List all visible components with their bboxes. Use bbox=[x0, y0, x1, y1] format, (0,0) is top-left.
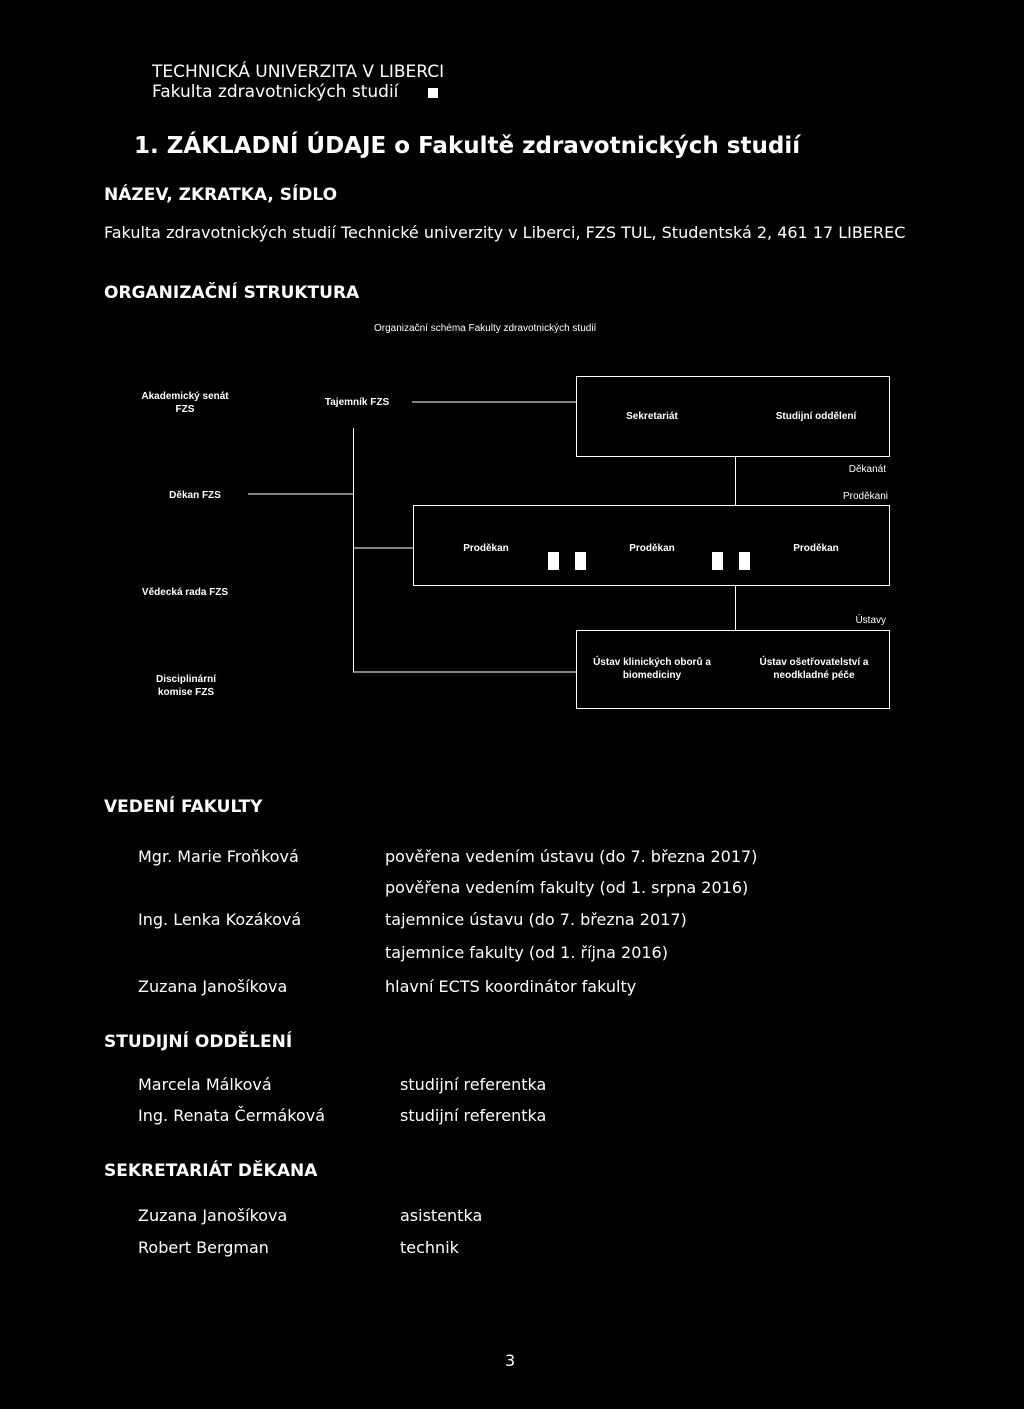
leader-role: pověřena vedením fakulty (od 1. srpna 2016) bbox=[385, 878, 749, 897]
name-text: Fakulta zdravotnických studií Technické univerzity v Liberci, FZS TUL, Studentská 2, 461 17 LIBEREC bbox=[104, 223, 906, 242]
staff-name: Robert Bergman bbox=[138, 1238, 269, 1257]
dean: Děkan FZS bbox=[169, 490, 221, 501]
staff-role: asistentka bbox=[400, 1206, 483, 1225]
faculty-secretary: Tajemník FZS bbox=[324, 397, 390, 408]
leader-role: tajemnice ústavu (do 7. března 2017) bbox=[385, 910, 687, 929]
disciplinary-committee: Disciplinární komise FZS bbox=[155, 674, 216, 698]
ustavy-label: Ústavy bbox=[855, 615, 886, 626]
institute-nursing: Ústav ošetřovatelství a neodkladné péče bbox=[759, 657, 869, 681]
university-name: TECHNICKÁ UNIVERZITA V LIBERCI bbox=[152, 62, 445, 82]
dekanat-box-study-office: Studijní oddělení bbox=[775, 411, 857, 422]
section-title: 1. ZÁKLADNÍ ÚDAJE o Fakultě zdravotnických studií bbox=[134, 133, 801, 159]
prodekani-label: Proděkani bbox=[842, 491, 888, 502]
leader-role: hlavní ECTS koordinátor fakulty bbox=[385, 977, 637, 996]
leadership-heading: VEDENÍ FAKULTY bbox=[104, 797, 263, 817]
staff-name: Marcela Málková bbox=[138, 1075, 272, 1094]
org-heading: ORGANIZAČNÍ STRUKTURA bbox=[104, 283, 360, 303]
leader-name: Zuzana Janošíkova bbox=[138, 977, 288, 996]
page-number: 3 bbox=[505, 1351, 516, 1370]
vice-dean-box-1: Proděkan bbox=[463, 543, 509, 554]
academic-senate: Akademický senát FZS bbox=[141, 391, 229, 415]
staff-role: studijní referentka bbox=[400, 1106, 547, 1125]
staff-name: Zuzana Janošíkova bbox=[138, 1206, 288, 1225]
dekanat-label: Děkanát bbox=[848, 464, 886, 475]
dekanat-box-secretariat: Sekretariát bbox=[626, 411, 678, 422]
faculty-name: Fakulta zdravotnických studií bbox=[152, 82, 399, 102]
leader-name: Ing. Lenka Kozáková bbox=[138, 910, 302, 929]
vice-dean-box-3: Proděkan bbox=[793, 543, 839, 554]
staff-role: studijní referentka bbox=[400, 1075, 547, 1094]
vice-dean-box-2: Proděkan bbox=[629, 543, 675, 554]
leader-role: pověřena vedením ústavu (do 7. března 2017) bbox=[385, 847, 758, 866]
staff-role: technik bbox=[400, 1238, 459, 1257]
leader-role: tajemnice fakulty (od 1. října 2016) bbox=[385, 943, 668, 962]
study-office-heading: STUDIJNÍ ODDĚLENÍ bbox=[104, 1032, 293, 1052]
name-heading: NÁZEV, ZKRATKA, SÍDLO bbox=[104, 185, 338, 205]
institute-clinical: Ústav klinických oborů a biomediciny bbox=[593, 657, 711, 681]
dean-secretariat-heading: SEKRETARIÁT DĚKANA bbox=[104, 1161, 318, 1181]
leader-name: Mgr. Marie Froňková bbox=[138, 847, 299, 866]
staff-name: Ing. Renata Čermáková bbox=[138, 1106, 325, 1125]
org-chart-caption: Organizační schéma Fakulty zdravotnických studií bbox=[374, 323, 597, 334]
science-board: Vědecká rada FZS bbox=[141, 587, 229, 598]
